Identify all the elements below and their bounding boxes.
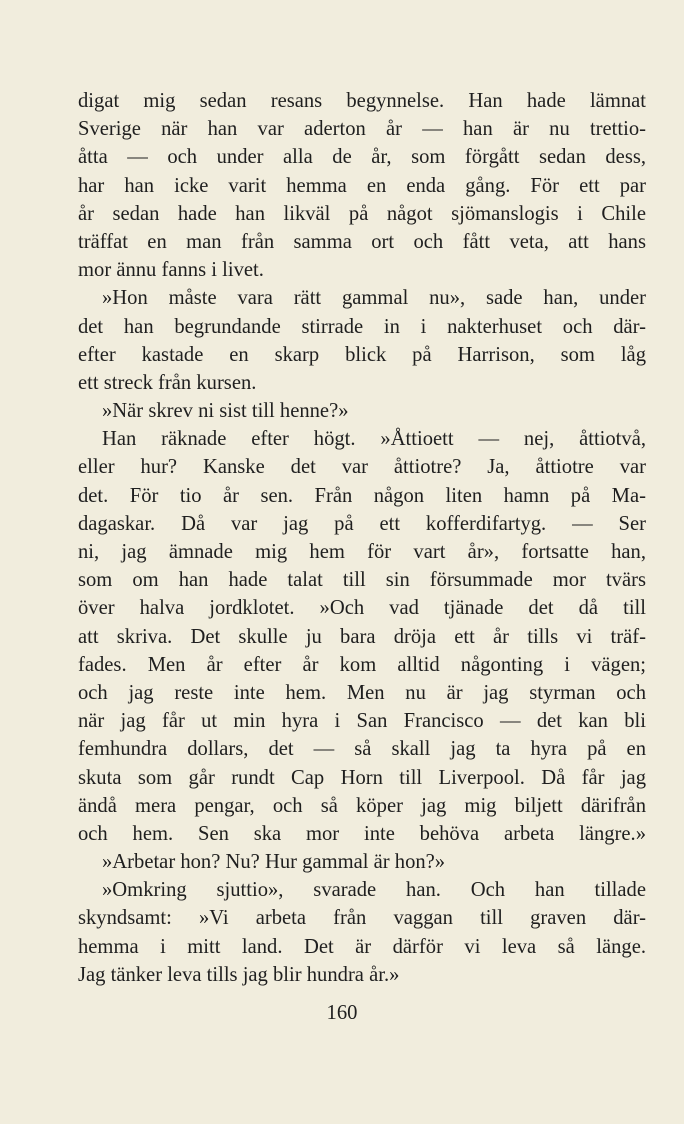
text-line: träffat en man från samma ort och fått veta, att hans (78, 230, 646, 253)
text-line: »Omkring sjuttio», svarade han. Och han tillade (102, 879, 646, 902)
text-line: Jag tänker leva tills jag blir hundra år.» (78, 963, 400, 986)
text-line: år sedan hade han likväl på något sjömanslogis i Chile (78, 202, 646, 225)
page-number: 160 (326, 1002, 358, 1024)
text-line: efter kastade en skarp blick på Harrison, som låg (78, 343, 646, 366)
text-line: det han begrundande stirrade in i nakterhuset och där- (78, 315, 646, 338)
text-line: hemma i mitt land. Det är därför vi leva så länge. (78, 935, 646, 958)
text-line: »Hon måste vara rätt gammal nu», sade han, under (102, 287, 646, 310)
text-line: ändå mera pengar, och så köper jag mig biljett därifrån (78, 794, 646, 817)
body-text (78, 87, 646, 989)
text-line: dagaskar. Då var jag på ett kofferdifartyg. — Ser (78, 512, 646, 535)
text-line: åtta — och under alla de år, som förgått sedan dess, (78, 146, 646, 169)
text-line: det. För tio år sen. Från någon liten hamn på Ma- (78, 484, 646, 507)
text-line: har han icke varit hemma en enda gång. För ett par (78, 174, 646, 197)
text-line: »Arbetar hon? Nu? Hur gammal är hon?» (102, 851, 446, 874)
text-line: som om han hade talat till sin försummade mor tvärs (78, 569, 646, 592)
text-line: fades. Men år efter år kom alltid någonting i vägen; (78, 653, 646, 676)
text-line: skuta som går rundt Cap Horn till Liverpool. Då får jag (78, 766, 646, 789)
text-line: och jag reste inte hem. Men nu är jag styrman och (78, 681, 646, 704)
text-line: femhundra dollars, det — så skall jag ta hyra på en (78, 738, 646, 761)
text-line: när jag får ut min hyra i San Francisco — det kan bli (78, 710, 646, 733)
text-line: Sverige när han var aderton år — han är nu trettio- (78, 118, 646, 141)
text-line: mor ännu fanns i livet. (78, 259, 264, 282)
text-line: Han räknade efter högt. »Åttioett — nej, åttiotvå, (102, 428, 646, 451)
text-line: och hem. Sen ska mor inte behöva arbeta längre.» (78, 822, 646, 845)
text-line: att skriva. Det skulle ju bara dröja ett år tills vi träf- (78, 625, 646, 648)
text-line: ett streck från kursen. (78, 371, 257, 394)
text-line: skyndsamt: »Vi arbeta från vaggan till graven där- (78, 907, 646, 930)
text-line: digat mig sedan resans begynnelse. Han hade lämnat (78, 90, 646, 112)
text-line: eller hur? Kanske det var åttiotre? Ja, åttiotre var (78, 456, 646, 479)
text-line: »När skrev ni sist till henne?» (102, 400, 349, 423)
text-line: ni, jag ämnade mig hem för vart år», fortsatte han, (78, 541, 646, 563)
text-line: över halva jordklotet. »Och vad tjänade det då till (78, 597, 646, 620)
